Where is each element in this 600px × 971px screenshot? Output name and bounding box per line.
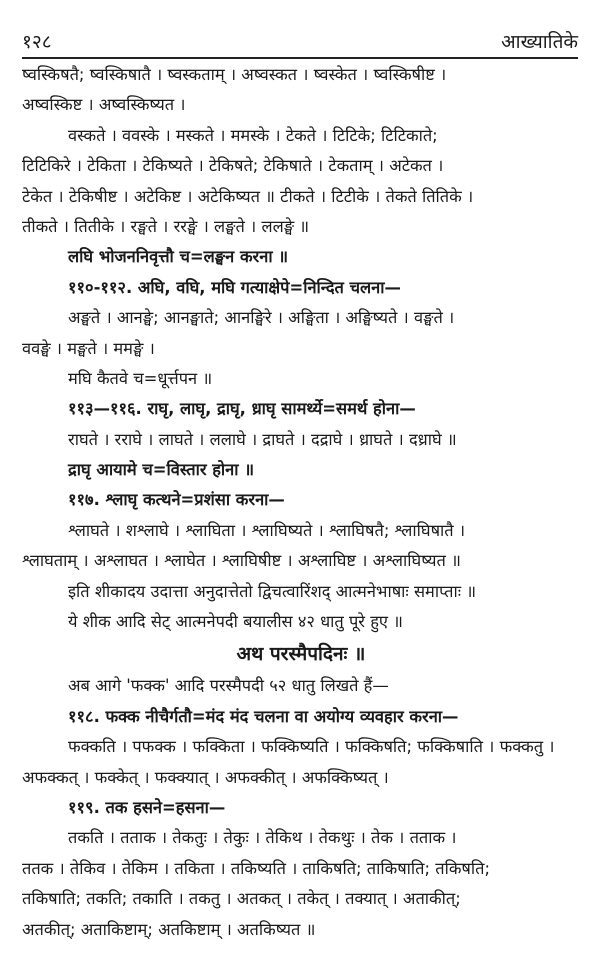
section-heading: ११०-११२. अघि, वघि, मघि गत्याक्षेपे=निन्दित चलना— [68,277,401,297]
page-number: १२८ [22,31,52,53]
section-heading: ११९. तक हसने=हसना— [68,797,226,817]
text-line: अङ्घते । आनङ्घे; आनङ्घाते; आनङ्घिरे । अङ्घिता । अङ्घिष्यते । वङ्घते । [68,308,455,328]
text-line: तकिषाति; तकति; तकाति । तकतु । अतकत् । तकेत् । तक्यात् । अताकीत्; [22,889,461,909]
text-line: अतकीत्; अताकिष्टाम्; अतकिष्टाम् । अतकिष्यत ॥ [22,919,316,939]
text-line: अष्वस्किष्ट । अष्वस्किष्यत । [22,95,186,115]
rule-heading: द्राघृ आयामे च=विस्तार होना ॥ [68,460,255,480]
text-line: अब आगे 'फक्क' आदि परस्मैपदी ५२ धातु लिखते हैं— [68,676,389,696]
rule-heading: लघि भोजननिवृत्तौ च=लङ्घन करना ॥ [68,247,289,267]
text-line: वस्कते । ववस्के । मस्कते । ममस्के । टेकते । टिटिके; टिटिकाते; [68,125,438,145]
text-line: तकति । तताक । तेकतुः । तेकुः । तेकिथ । तेकथुः । तेक । तताक । [68,828,457,848]
text-line: मघि कैतवे च=धूर्त्तपन ॥ [68,368,213,388]
text-line: श्लाघताम् । अश्लाघत । श्लाघेत । श्लाघिषीष्ट । अश्लाघिष्ट । अश्लाघिष्यत ॥ [22,551,461,571]
text-line: ष्वस्किषतै; ष्वस्किषातै । ष्वस्कताम् । अष्वस्कत । ष्वस्केत । ष्वस्किषीष्ट । [22,65,447,84]
text-line: तीकते । तितीके । रङ्घते । ररङ्घे । लङ्घते । ललङ्घे ॥ [22,216,310,236]
text-line: राघते । रराघे । लाघते । ललाघे । द्राघते । दद्राघे । ध्राघते । दध्राघे ॥ [68,429,457,449]
text-line: ततक । तेकिव । तेकिम । तकिता । तकिष्यति । ताकिषति; ताकिषाति; तकिषति; [22,858,490,878]
page-header [22,8,578,54]
text-line: अफक्कत् । फक्केत् । फक्क्यात् । अफक्कीत् । अफक्किष्यत् । [22,767,389,787]
text-line: ये शीक आदि सेट् आत्मनेपदी बयालीस ४२ धातु पूरे हुए ॥ [68,612,404,632]
chapter-heading: अथ परस्मैपदिनः ॥ [236,643,366,666]
text-line: इति शीकादय उदात्ता अनुदात्तेतो द्विचत्वारिंशद् आत्मनेभाषाः समाप्ताः ॥ [68,581,477,601]
section-heading: ११७. श्लाघृ कत्थने=प्रशंसा करना— [68,490,285,510]
section-heading: ११८. फक्क नीचैर्गतौ=मंद मंद चलना वा अयोग्य व्यवहार करना— [68,706,459,726]
header-rule [22,57,578,59]
running-title: आख्यातिके [501,31,578,53]
text-line: टेकेत । टेकिषीष्ट । अटेकिष्ट । अटेकिष्यत ॥ टीकते । टिटीके । तेकते तितिके । [22,186,474,206]
text-line: श्लाघते । शश्लाघे । श्लाघिता । श्लाघिष्यते । श्लाघिषतै; श्लाघिषातै । [68,520,466,540]
text-line: ववङ्घे । मङ्घते । ममङ्घे । [22,338,155,358]
text-line: फक्कति । पफक्क । फक्किता । फक्किष्यति । फक्किषति; फक्किषाति । फक्कतु । [68,737,555,757]
page-body [22,60,580,945]
text-line: टिटिकिरे । टेकिता । टेकिष्यते । टेकिषते; टेकिषाते । टेकताम् । अटेकत । [22,156,444,176]
section-heading: ११३—११६. राघृ, लाघृ, द्राघृ, ध्राघृ सामर्थ्ये=समर्थ होना— [68,399,416,419]
